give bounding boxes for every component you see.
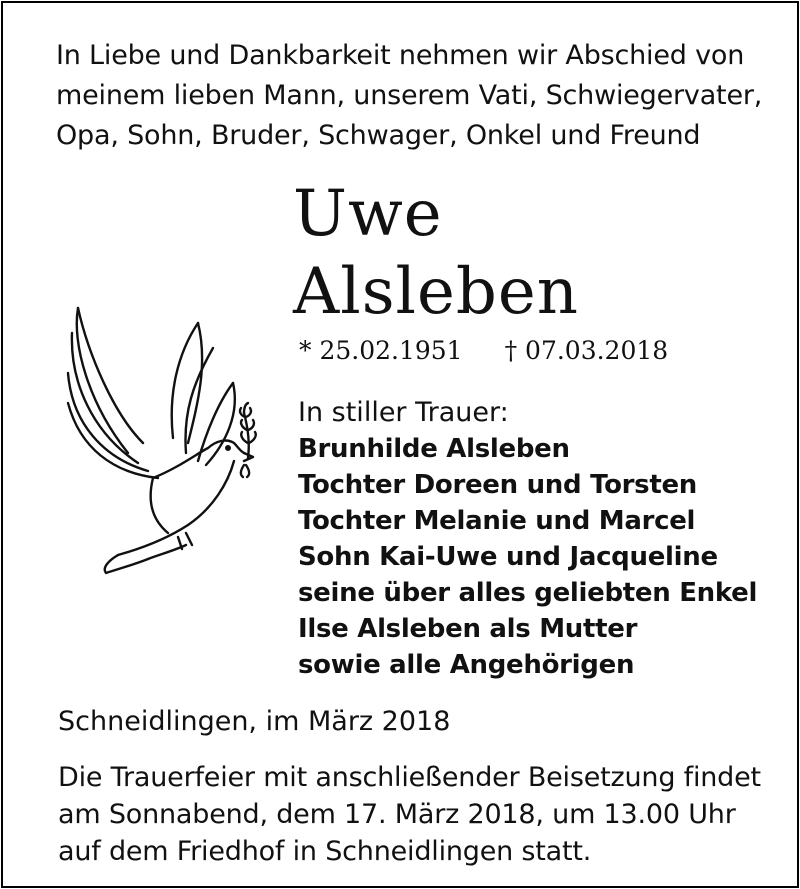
mourners-lead: In stiller Trauer:	[298, 397, 509, 428]
deceased-last-name: Alsleben	[293, 255, 579, 329]
funeral-line-3: auf dem Friedhof in Schneidlingen statt.	[58, 836, 592, 867]
deceased-first-name: Uwe	[293, 177, 443, 251]
obituary-notice	[1, 1, 799, 888]
mourner-name: Brunhilde Alsleben	[298, 434, 570, 464]
death-date: † 07.03.2018	[504, 336, 669, 365]
mourner-name: Ilse Alsleben als Mutter	[298, 614, 638, 644]
intro-line-3: Opa, Sohn, Bruder, Schwager, Onkel und Freund	[56, 120, 701, 151]
funeral-line-1: Die Trauerfeier mit anschließender Beisetzung findet	[58, 762, 761, 793]
intro-line-2: meinem lieben Mann, unserem Vati, Schwiegervater,	[56, 80, 763, 111]
life-dates	[299, 333, 668, 369]
intro-line-1: In Liebe und Dankbarkeit nehmen wir Abschied von	[56, 40, 745, 71]
place-and-date: Schneidlingen, im März 2018	[58, 706, 451, 737]
mourners-list	[298, 431, 778, 683]
mourner-name: Tochter Melanie und Marcel	[298, 506, 696, 536]
mourner-name: Tochter Doreen und Torsten	[298, 470, 697, 500]
funeral-line-2: am Sonnabend, dem 17. März 2018, um 13.00 Uhr	[58, 799, 736, 830]
birth-date: * 25.02.1951	[299, 336, 463, 365]
funeral-details	[58, 759, 778, 870]
mourners-block	[298, 395, 778, 683]
mourner-name: seine über alles geliebten Enkel	[298, 578, 758, 608]
mourner-name: Sohn Kai-Uwe und Jacqueline	[298, 542, 718, 572]
intro-text	[56, 36, 763, 156]
mourner-name: sowie alle Angehörigen	[298, 650, 635, 680]
dove-icon	[58, 293, 268, 593]
